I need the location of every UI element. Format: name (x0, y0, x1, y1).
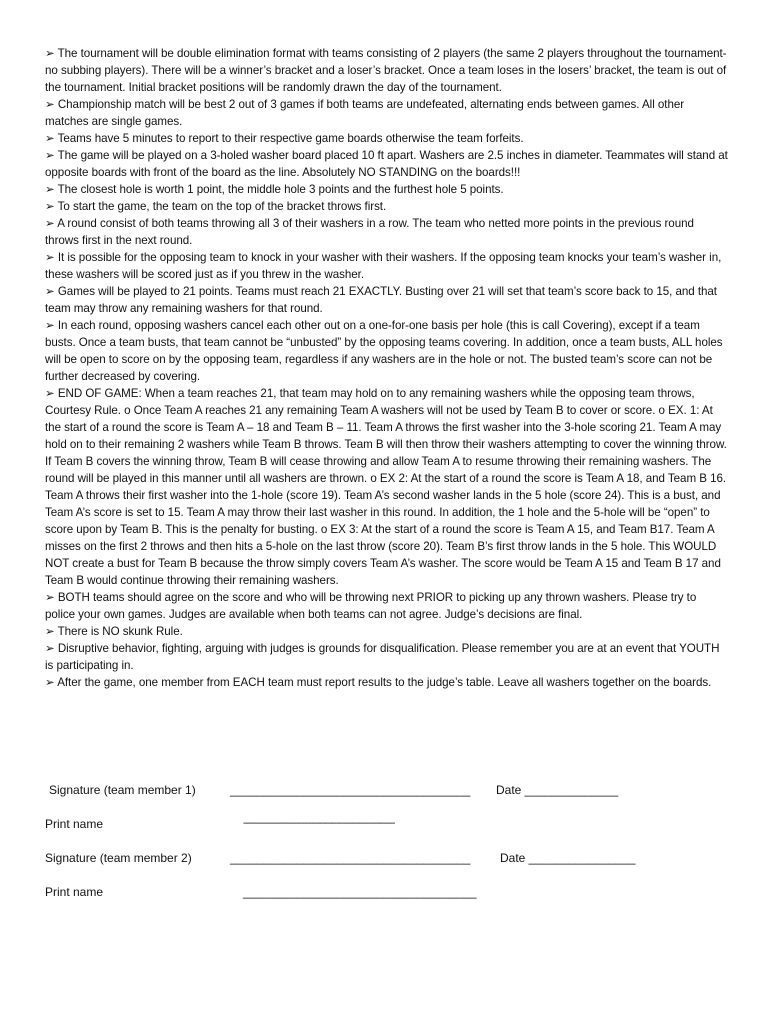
print-name-line-2[interactable]: ___________________________________ (243, 885, 477, 899)
rule-paragraph: ➢ After the game, one member from EACH team must report results to the judge’s table. Leave all washers together on the boards. (45, 676, 712, 689)
print-name-line-1[interactable]: ----------------------------------------------------------------- (243, 818, 395, 829)
rule-paragraph: ➢ The closest hole is worth 1 point, the middle hole 3 points and the furthest hole 5 points. (45, 183, 504, 196)
date-field-member-2[interactable]: Date ________________ (500, 851, 636, 865)
signature-label-member-1: Signature (team member 1) (49, 783, 196, 797)
signature-label-member-2: Signature (team member 2) (45, 851, 192, 865)
rule-paragraph: ➢ BOTH teams should agree on the score and who will be throwing next PRIOR to picking up any thrown washers. Please try to police your own games. Judges are available when both teams can not agree. Judge’s decisions are final. (45, 591, 697, 621)
rule-paragraph: ➢ There is NO skunk Rule. (45, 625, 183, 638)
rule-paragraph: ➢ Games will be played to 21 points. Teams must reach 21 EXACTLY. Busting over 21 will set that team’s score back to 15, and that team may throw any remaining washers for that round. (45, 285, 717, 315)
print-name-label-1: Print name (45, 817, 104, 831)
rule-paragraph: ➢ The game will be played on a 3-holed washer board placed 10 ft apart. Washers are 2.5 inches in diameter. Teammates will stand at opposite boards with front of the board as the line. Absolutely NO STANDING on the boards!!! (45, 149, 728, 179)
rule-paragraph: ➢ Championship match will be best 2 out of 3 games if both teams are undefeated, alternating ends between games. All other matches are single games. (45, 98, 685, 128)
rule-paragraph: ➢ Teams have 5 minutes to report to their respective game boards otherwise the team forfeits. (45, 132, 524, 145)
rule-paragraph: ➢ It is possible for the opposing team to knock in your washer with their washers. If the opposing team knocks your team’s washer in, these washers will be scored just as if you threw in the washer. (45, 251, 722, 281)
rule-paragraph: ➢ The tournament will be double elimination format with teams consisting of 2 players (the same 2 players throughout the tournament- no subbing players). There will be a winner’s bracket and a loser’s bracket. Once a team loses in the losers’ bracket, the team is out of the tournament. Initial bracket positions will be randomly drawn the day of the tournament. (45, 47, 727, 94)
rule-paragraph: ➢ Disruptive behavior, fighting, arguing with judges is grounds for disqualification. Please remember you are at an event that YOUTH is participating in. (45, 642, 720, 672)
rules-text (45, 45, 729, 691)
signature-line-member-2[interactable]: ____________________________________ (230, 851, 471, 865)
signature-line-member-1[interactable]: ____________________________________ (230, 783, 471, 797)
rule-paragraph: ➢ END OF GAME: When a team reaches 21, that team may hold on to any remaining washers while the opposing team throws, Courtesy Rule. o Once Team A reaches 21 any remaining Team A washers will not be used by Team B to cover or score. o EX. 1: At the start of a round the score is Team A – 18 and Team B – 11. Team A throws the first washer into the 3-hole scoring 21. Team A may hold on to their remaining 2 washers while Team B throws. Team B will then throw their washers attempting to cover the winning throw. If Team B covers the winning throw, Team B will cease throwing and allow Team A to resume throwing their remaining washers. The round will be played in this manner until all washers are thrown. o EX 2: At the start of a round the score is Team A 18, and Team B 16. Team A throws their first washer into the 1-hole (score 19). Team A’s second washer lands in the 5 hole (score 24). This is a bust, and Team A’s score is set to 15. Team A may throw their last washer in this round. In addition, the 1 hole and the 5-hole will be “open” to score upon by Team B. This is the penalty for busting. o EX 3: At the start of a round the score is Team A 15, and Team B17. Team A misses on the first 2 throws and then hits a 5-hole on the last throw (score 20). Team B’s first throw lands in the 5 hole. This WOULD NOT create a bust for Team B because the throw simply covers Team A’s washer. The score would be Team A 15 and Team B 17 and Team B would continue throwing their remaining washers. (45, 387, 727, 587)
rule-paragraph: ➢ In each round, opposing washers cancel each other out on a one-for-one basis per hole (this is call Covering), except if a team busts. Once a team busts, that team cannot be “unbusted” by the opposing teams covering. In addition, once a team busts, ALL holes will be open to score on by the opposing team, regardless if any washers are in the hole or not. The busted team’s score can not be further decreased by covering. (45, 319, 723, 383)
print-name-label-2: Print name (45, 885, 104, 899)
rule-paragraph: ➢ A round consist of both teams throwing all 3 of their washers in a row. The team who netted more points in the previous round throws first in the next round. (45, 217, 694, 247)
rule-paragraph: ➢ To start the game, the team on the top of the bracket throws first. (45, 200, 387, 213)
date-field-member-1[interactable]: Date ______________ (496, 783, 619, 797)
